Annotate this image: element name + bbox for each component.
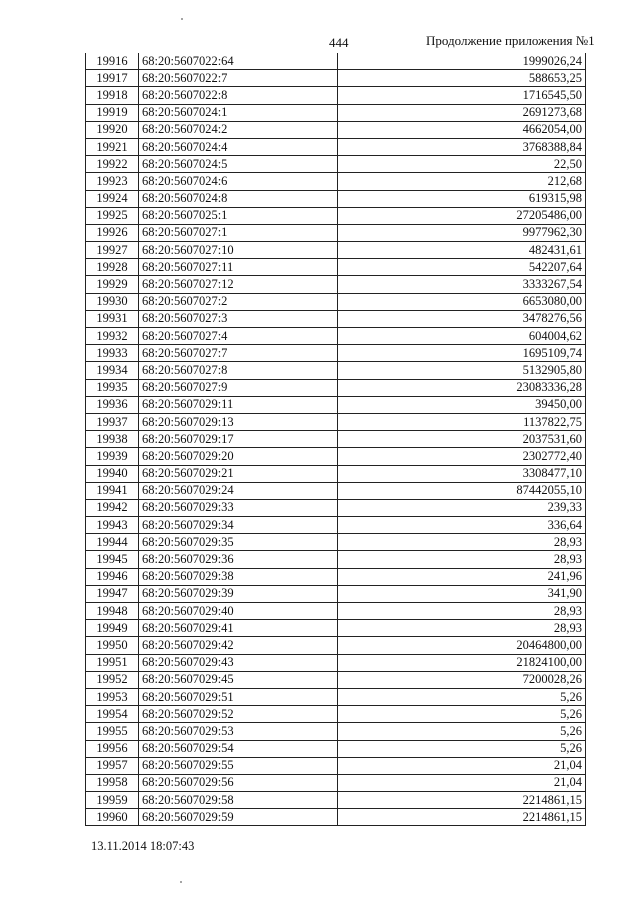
cadastral-value-cell: 5,26 bbox=[338, 706, 586, 723]
cadastral-value-cell: 239,33 bbox=[338, 499, 586, 516]
table-row bbox=[86, 757, 586, 774]
cadastral-value-cell: 27205486,00 bbox=[338, 207, 586, 224]
row-number-cell: 19931 bbox=[86, 310, 139, 327]
cadastral-value-cell: 336,64 bbox=[338, 517, 586, 534]
table-row bbox=[86, 688, 586, 705]
cadastral-number-cell: 68:20:5607027:12 bbox=[139, 276, 338, 293]
row-number-cell: 19958 bbox=[86, 774, 139, 791]
cadastral-value-cell: 5,26 bbox=[338, 740, 586, 757]
table-row bbox=[86, 207, 586, 224]
cadastral-value-cell: 2302772,40 bbox=[338, 448, 586, 465]
table-row bbox=[86, 53, 586, 70]
row-number-cell: 19939 bbox=[86, 448, 139, 465]
table-row bbox=[86, 465, 586, 482]
page-number: 444 bbox=[329, 35, 349, 50]
row-number-cell: 19951 bbox=[86, 654, 139, 671]
table-row bbox=[86, 654, 586, 671]
cadastral-number-cell: 68:20:5607029:39 bbox=[139, 585, 338, 602]
cadastral-number-cell: 68:20:5607027:1 bbox=[139, 224, 338, 241]
cadastral-value-cell: 1137822,75 bbox=[338, 413, 586, 430]
cadastral-value-cell: 87442055,10 bbox=[338, 482, 586, 499]
cadastral-number-cell: 68:20:5607024:6 bbox=[139, 173, 338, 190]
table-row bbox=[86, 70, 586, 87]
cadastral-number-cell: 68:20:5607027:9 bbox=[139, 379, 338, 396]
table-row bbox=[86, 242, 586, 259]
cadastral-number-cell: 68:20:5607029:41 bbox=[139, 620, 338, 637]
cadastral-number-cell: 68:20:5607029:36 bbox=[139, 551, 338, 568]
row-number-cell: 19959 bbox=[86, 792, 139, 809]
row-number-cell: 19938 bbox=[86, 431, 139, 448]
row-number-cell: 19933 bbox=[86, 345, 139, 362]
cadastral-value-cell: 2691273,68 bbox=[338, 104, 586, 121]
row-number-cell: 19947 bbox=[86, 585, 139, 602]
table-row bbox=[86, 431, 586, 448]
table-row bbox=[86, 138, 586, 155]
cadastral-number-cell: 68:20:5607029:51 bbox=[139, 688, 338, 705]
cadastral-number-cell: 68:20:5607024:8 bbox=[139, 190, 338, 207]
cadastral-number-cell: 68:20:5607029:54 bbox=[139, 740, 338, 757]
table-row bbox=[86, 585, 586, 602]
row-number-cell: 19918 bbox=[86, 87, 139, 104]
cadastral-value-cell: 21824100,00 bbox=[338, 654, 586, 671]
cadastral-value-cell: 28,93 bbox=[338, 603, 586, 620]
cadastral-number-cell: 68:20:5607022:64 bbox=[139, 53, 338, 70]
cadastral-number-cell: 68:20:5607029:38 bbox=[139, 568, 338, 585]
row-number-cell: 19920 bbox=[86, 121, 139, 138]
table-row bbox=[86, 706, 586, 723]
row-number-cell: 19935 bbox=[86, 379, 139, 396]
table-row bbox=[86, 104, 586, 121]
cadastral-number-cell: 68:20:5607029:34 bbox=[139, 517, 338, 534]
cadastral-number-cell: 68:20:5607024:4 bbox=[139, 138, 338, 155]
table-row bbox=[86, 121, 586, 138]
table-row bbox=[86, 774, 586, 791]
cadastral-number-cell: 68:20:5607029:20 bbox=[139, 448, 338, 465]
cadastral-value-cell: 1999026,24 bbox=[338, 53, 586, 70]
row-number-cell: 19927 bbox=[86, 242, 139, 259]
cadastral-value-cell: 604004,62 bbox=[338, 328, 586, 345]
cadastral-number-cell: 68:20:5607029:59 bbox=[139, 809, 338, 826]
row-number-cell: 19953 bbox=[86, 688, 139, 705]
row-number-cell: 19944 bbox=[86, 534, 139, 551]
cadastral-value-cell: 212,68 bbox=[338, 173, 586, 190]
table-row bbox=[86, 173, 586, 190]
cadastral-number-cell: 68:20:5607029:17 bbox=[139, 431, 338, 448]
cadastral-number-cell: 68:20:5607027:10 bbox=[139, 242, 338, 259]
table-row bbox=[86, 328, 586, 345]
cadastral-number-cell: 68:20:5607027:3 bbox=[139, 310, 338, 327]
cadastral-value-cell: 28,93 bbox=[338, 620, 586, 637]
table-row bbox=[86, 723, 586, 740]
table-row bbox=[86, 603, 586, 620]
table-row bbox=[86, 620, 586, 637]
cadastral-value-cell: 2037531,60 bbox=[338, 431, 586, 448]
cadastral-value-cell: 2214861,15 bbox=[338, 809, 586, 826]
row-number-cell: 19945 bbox=[86, 551, 139, 568]
row-number-cell: 19956 bbox=[86, 740, 139, 757]
cadastral-number-cell: 68:20:5607029:35 bbox=[139, 534, 338, 551]
cadastral-number-cell: 68:20:5607027:2 bbox=[139, 293, 338, 310]
table-row bbox=[86, 224, 586, 241]
cadastral-number-cell: 68:20:5607029:13 bbox=[139, 413, 338, 430]
print-timestamp: 13.11.2014 18:07:43 bbox=[91, 839, 195, 853]
cadastral-value-cell: 3478276,56 bbox=[338, 310, 586, 327]
table-row bbox=[86, 345, 586, 362]
row-number-cell: 19937 bbox=[86, 413, 139, 430]
cadastral-number-cell: 68:20:5607029:42 bbox=[139, 637, 338, 654]
row-number-cell: 19923 bbox=[86, 173, 139, 190]
cadastral-value-cell: 4662054,00 bbox=[338, 121, 586, 138]
row-number-cell: 19932 bbox=[86, 328, 139, 345]
cadastral-value-cell: 23083336,28 bbox=[338, 379, 586, 396]
table-row bbox=[86, 499, 586, 516]
cadastral-number-cell: 68:20:5607029:45 bbox=[139, 671, 338, 688]
table-row bbox=[86, 362, 586, 379]
row-number-cell: 19950 bbox=[86, 637, 139, 654]
cadastral-value-cell: 5,26 bbox=[338, 723, 586, 740]
row-number-cell: 19921 bbox=[86, 138, 139, 155]
table-row bbox=[86, 259, 586, 276]
cadastral-value-cell: 482431,61 bbox=[338, 242, 586, 259]
cadastral-number-cell: 68:20:5607029:24 bbox=[139, 482, 338, 499]
table-row bbox=[86, 156, 586, 173]
cadastral-number-cell: 68:20:5607029:43 bbox=[139, 654, 338, 671]
row-number-cell: 19922 bbox=[86, 156, 139, 173]
cadastral-value-cell: 588653,25 bbox=[338, 70, 586, 87]
cadastral-value-cell: 542207,64 bbox=[338, 259, 586, 276]
cadastral-value-cell: 5,26 bbox=[338, 688, 586, 705]
cadastral-value-cell: 3333267,54 bbox=[338, 276, 586, 293]
cadastral-number-cell: 68:20:5607025:1 bbox=[139, 207, 338, 224]
cadastral-value-cell: 3308477,10 bbox=[338, 465, 586, 482]
cadastral-number-cell: 68:20:5607029:55 bbox=[139, 757, 338, 774]
cadastral-number-cell: 68:20:5607024:5 bbox=[139, 156, 338, 173]
row-number-cell: 19926 bbox=[86, 224, 139, 241]
cadastral-value-cell: 619315,98 bbox=[338, 190, 586, 207]
table-row bbox=[86, 517, 586, 534]
table-row bbox=[86, 310, 586, 327]
table-row bbox=[86, 396, 586, 413]
cadastral-value-cell: 2214861,15 bbox=[338, 792, 586, 809]
table-row bbox=[86, 792, 586, 809]
row-number-cell: 19943 bbox=[86, 517, 139, 534]
table-row bbox=[86, 809, 586, 826]
row-number-cell: 19929 bbox=[86, 276, 139, 293]
cadastral-value-cell: 1695109,74 bbox=[338, 345, 586, 362]
cadastral-value-table bbox=[85, 53, 586, 826]
cadastral-value-cell: 28,93 bbox=[338, 551, 586, 568]
row-number-cell: 19942 bbox=[86, 499, 139, 516]
row-number-cell: 19940 bbox=[86, 465, 139, 482]
cadastral-number-cell: 68:20:5607027:7 bbox=[139, 345, 338, 362]
row-number-cell: 19957 bbox=[86, 757, 139, 774]
row-number-cell: 19949 bbox=[86, 620, 139, 637]
cadastral-number-cell: 68:20:5607022:7 bbox=[139, 70, 338, 87]
cadastral-value-cell: 341,90 bbox=[338, 585, 586, 602]
row-number-cell: 19960 bbox=[86, 809, 139, 826]
cadastral-value-cell: 20464800,00 bbox=[338, 637, 586, 654]
table-row bbox=[86, 276, 586, 293]
cadastral-number-cell: 68:20:5607029:53 bbox=[139, 723, 338, 740]
table-row bbox=[86, 413, 586, 430]
cadastral-value-cell: 21,04 bbox=[338, 774, 586, 791]
row-number-cell: 19928 bbox=[86, 259, 139, 276]
cadastral-number-cell: 68:20:5607022:8 bbox=[139, 87, 338, 104]
cadastral-number-cell: 68:20:5607029:11 bbox=[139, 396, 338, 413]
cadastral-value-cell: 21,04 bbox=[338, 757, 586, 774]
cadastral-number-cell: 68:20:5607029:21 bbox=[139, 465, 338, 482]
appendix-continuation-note: Продолжение приложения №1 bbox=[426, 33, 595, 48]
cadastral-number-cell: 68:20:5607029:40 bbox=[139, 603, 338, 620]
cadastral-number-cell: 68:20:5607027:11 bbox=[139, 259, 338, 276]
table-row bbox=[86, 482, 586, 499]
table-row bbox=[86, 637, 586, 654]
cadastral-value-cell: 9977962,30 bbox=[338, 224, 586, 241]
table-row bbox=[86, 568, 586, 585]
cadastral-number-cell: 68:20:5607029:52 bbox=[139, 706, 338, 723]
table-row bbox=[86, 379, 586, 396]
row-number-cell: 19919 bbox=[86, 104, 139, 121]
table-body bbox=[86, 53, 586, 826]
scan-speck bbox=[180, 881, 182, 883]
row-number-cell: 19934 bbox=[86, 362, 139, 379]
cadastral-value-cell: 28,93 bbox=[338, 534, 586, 551]
cadastral-value-cell: 39450,00 bbox=[338, 396, 586, 413]
table-row bbox=[86, 551, 586, 568]
row-number-cell: 19930 bbox=[86, 293, 139, 310]
cadastral-number-cell: 68:20:5607029:33 bbox=[139, 499, 338, 516]
cadastral-value-cell: 7200028,26 bbox=[338, 671, 586, 688]
table-row bbox=[86, 190, 586, 207]
row-number-cell: 19955 bbox=[86, 723, 139, 740]
table-row bbox=[86, 448, 586, 465]
cadastral-number-cell: 68:20:5607024:1 bbox=[139, 104, 338, 121]
cadastral-number-cell: 68:20:5607029:58 bbox=[139, 792, 338, 809]
row-number-cell: 19941 bbox=[86, 482, 139, 499]
row-number-cell: 19916 bbox=[86, 53, 139, 70]
cadastral-value-cell: 22,50 bbox=[338, 156, 586, 173]
scan-speck bbox=[181, 18, 183, 20]
row-number-cell: 19946 bbox=[86, 568, 139, 585]
row-number-cell: 19917 bbox=[86, 70, 139, 87]
row-number-cell: 19936 bbox=[86, 396, 139, 413]
table-row bbox=[86, 534, 586, 551]
table-row bbox=[86, 671, 586, 688]
row-number-cell: 19925 bbox=[86, 207, 139, 224]
row-number-cell: 19924 bbox=[86, 190, 139, 207]
cadastral-number-cell: 68:20:5607024:2 bbox=[139, 121, 338, 138]
table-row bbox=[86, 87, 586, 104]
cadastral-value-cell: 241,96 bbox=[338, 568, 586, 585]
cadastral-number-cell: 68:20:5607027:4 bbox=[139, 328, 338, 345]
row-number-cell: 19954 bbox=[86, 706, 139, 723]
cadastral-number-cell: 68:20:5607027:8 bbox=[139, 362, 338, 379]
cadastral-value-cell: 1716545,50 bbox=[338, 87, 586, 104]
table-row bbox=[86, 740, 586, 757]
row-number-cell: 19948 bbox=[86, 603, 139, 620]
table-row bbox=[86, 293, 586, 310]
cadastral-value-cell: 3768388,84 bbox=[338, 138, 586, 155]
cadastral-number-cell: 68:20:5607029:56 bbox=[139, 774, 338, 791]
cadastral-value-cell: 6653080,00 bbox=[338, 293, 586, 310]
cadastral-value-cell: 5132905,80 bbox=[338, 362, 586, 379]
row-number-cell: 19952 bbox=[86, 671, 139, 688]
